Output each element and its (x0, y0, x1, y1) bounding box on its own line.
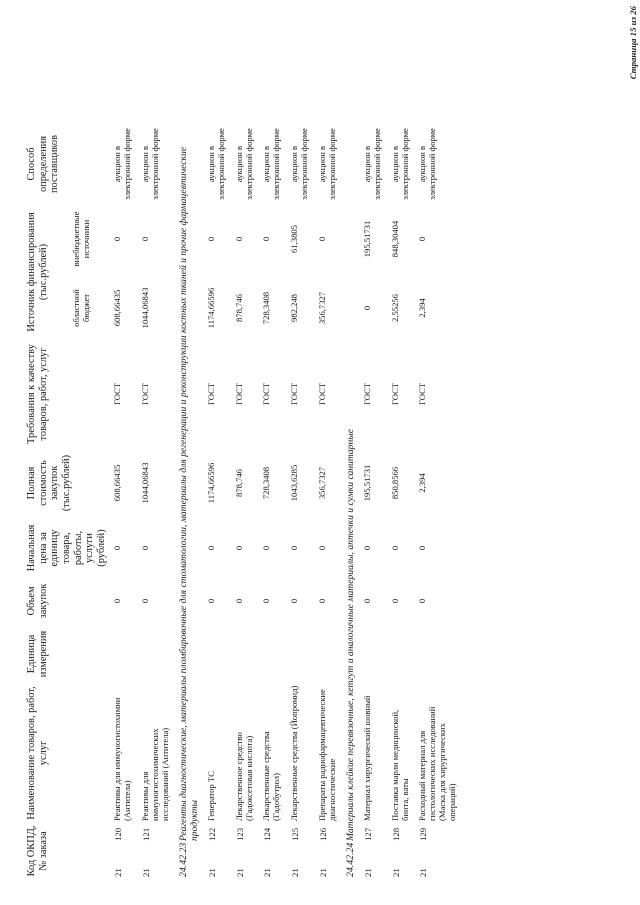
cell-code: 21 (317, 868, 328, 877)
cell-price: 0 (112, 545, 123, 551)
cell-requirements: ГОСТ (140, 382, 151, 406)
procurement-table (24, 27, 462, 879)
cell-requirements: ГОСТ (361, 382, 372, 406)
cell-method: аукцион в электронной форме (261, 128, 282, 200)
table-row (137, 27, 175, 879)
cell-requirements: ГОСТ (261, 382, 272, 406)
cell-name: Генератор ТС (205, 771, 216, 821)
cell-code: 21 (113, 868, 124, 877)
cell-method: аукцион в электронной форме (289, 128, 310, 200)
header-regional: областной бюджет (71, 289, 91, 327)
cell-regional: 608,66435 (112, 289, 123, 327)
category-code: 24.42.23 (177, 842, 189, 877)
table-row (314, 27, 342, 879)
header-price: Начальная цена за единицу товара, работы, услуги (рублей) (26, 524, 107, 572)
cell-code: 21 (390, 868, 401, 877)
cell-requirements: ГОСТ (389, 382, 400, 406)
header-row (24, 27, 72, 879)
category-text: Реагенты диагностические, материалы пломбировочные для стоматологии, материалы для регенерации и реконструкции костных тканей и прочие фармацевтические продукты (177, 146, 200, 841)
table-row (109, 27, 137, 879)
cell-total: 850,8566 (389, 466, 400, 500)
cell-method: аукцион в электронной форме (389, 128, 410, 200)
cell-total: 1044,06843 (140, 462, 151, 504)
header-funding: Источник финансирования (тыс.рублей) (26, 212, 49, 332)
category-code: 24.42.24 (344, 842, 356, 877)
cell-unit (314, 625, 342, 683)
procurement-table-wrapper (24, 27, 618, 879)
cell-method: аукцион в электронной форме (205, 128, 226, 200)
cell-unit (286, 625, 314, 683)
header-external: внебюджетные источники (71, 211, 91, 267)
header-total: Полная стоимость закупок (тыс.рублей) (26, 454, 72, 512)
cell-code: 21 (418, 868, 429, 877)
cell-external: 0 (140, 236, 151, 242)
cell-pad (258, 27, 286, 125)
cell-price: 0 (289, 545, 300, 551)
cell-requirements: ГОСТ (289, 382, 300, 406)
cell-volume: 0 (233, 598, 244, 604)
cell-external: 0 (316, 236, 327, 242)
cell-order-number: 126 (317, 827, 328, 841)
cell-code: 21 (290, 868, 301, 877)
cell-name: Реактивы для иммуногистохимических исследований (Антитела) (140, 727, 170, 821)
cell-volume: 0 (389, 598, 400, 604)
cell-requirements: ГОСТ (112, 382, 123, 406)
cell-order-number: 121 (141, 827, 152, 841)
cell-regional: 878,746 (233, 294, 244, 322)
cell-total: 195,51731 (361, 464, 372, 502)
cell-method: аукцион в электронной форме (316, 128, 337, 200)
cell-price: 0 (417, 545, 428, 551)
cell-method: аукцион в электронной форме (112, 128, 133, 200)
cell-regional: 982,248 (289, 294, 300, 322)
cell-order-number: 129 (418, 827, 429, 841)
cell-name: Поставка марли медицинской, бинта, ваты (389, 709, 410, 821)
cell-name: Препараты радиофармацевтические диагностические (316, 689, 337, 821)
cell-regional: 356,7327 (316, 291, 327, 325)
cell-regional: 728,3408 (261, 291, 272, 325)
cell-pad (314, 27, 342, 125)
cell-volume: 0 (417, 598, 428, 604)
table-row (387, 27, 415, 879)
cell-volume: 0 (316, 598, 327, 604)
cell-pad (414, 27, 462, 125)
cell-external: 195,51731 (361, 220, 372, 258)
cell-order-number: 128 (390, 827, 401, 841)
cell-total: 2,394 (417, 473, 428, 493)
table-row (258, 27, 286, 879)
table-row (414, 27, 462, 879)
cell-pad (359, 27, 387, 125)
header-unit: Единица измерения (26, 630, 49, 678)
cell-order-number: 120 (113, 827, 124, 841)
cell-unit (137, 625, 175, 683)
cell-method: аукцион в электронной форме (361, 128, 382, 200)
header-pad (24, 27, 109, 125)
cell-pad (231, 27, 259, 125)
cell-name: Лекарственное средство (Гадоксетовая кислота) (233, 732, 254, 821)
cell-external: 0 (261, 236, 272, 242)
cell-order-number: 125 (290, 827, 301, 841)
cell-volume: 0 (261, 598, 272, 604)
cell-price: 0 (233, 545, 244, 551)
cell-requirements: ГОСТ (417, 382, 428, 406)
cell-regional: 1174,66596 (205, 287, 216, 329)
cell-order-number: 123 (234, 827, 245, 841)
cell-pad (109, 27, 137, 125)
cell-order-number: 124 (262, 827, 273, 841)
header-requirements: Требования к качеству товаров, работ, услуг (26, 344, 49, 444)
cell-unit (359, 625, 387, 683)
cell-method: аукцион в электронной форме (417, 128, 438, 200)
cell-regional: 2,55256 (389, 294, 400, 322)
table-row (359, 27, 387, 879)
cell-volume: 0 (112, 598, 123, 604)
table-row (203, 27, 231, 879)
cell-external: 0 (417, 236, 428, 242)
header-method: Способ определения поставщиков (26, 135, 61, 193)
cell-requirements: ГОСТ (316, 382, 327, 406)
cell-order-number: 127 (362, 827, 373, 841)
cell-total: 1043,6285 (289, 464, 300, 502)
cell-requirements: ГОСТ (233, 382, 244, 406)
cell-code: 21 (234, 868, 245, 877)
cell-pad (387, 27, 415, 125)
cell-name: Реактивы для иммуногистохимии (Антитела) (112, 697, 133, 821)
cell-total: 356,7327 (316, 466, 327, 500)
cell-price: 0 (205, 545, 216, 551)
cell-volume: 0 (361, 598, 372, 604)
cell-code: 21 (362, 868, 373, 877)
cell-code: 21 (141, 868, 152, 877)
cell-total: 878,746 (233, 469, 244, 497)
cell-regional: 0 (361, 305, 372, 311)
cell-method: аукцион в электронной форме (140, 128, 161, 200)
cell-unit (231, 625, 259, 683)
table-row (286, 27, 314, 879)
header-okpd: Код ОКПД, № заказа (26, 825, 49, 877)
category-pad (342, 27, 359, 125)
page-footer: Страница 15 из 26 (628, 6, 638, 80)
cell-regional: 1044,06843 (140, 287, 151, 329)
cell-external: 0 (205, 236, 216, 242)
cell-unit (109, 625, 137, 683)
table-row (231, 27, 259, 879)
cell-price: 0 (261, 545, 272, 551)
cell-volume: 0 (205, 598, 216, 604)
cell-method: аукцион в электронной форме (233, 128, 254, 200)
cell-price: 0 (389, 545, 400, 551)
cell-price: 0 (361, 545, 372, 551)
header-volume: Объем закупок (26, 583, 49, 619)
cell-code: 21 (262, 868, 273, 877)
cell-external: 0 (233, 236, 244, 242)
cell-pad (286, 27, 314, 125)
cell-volume: 0 (289, 598, 300, 604)
cell-pad (137, 27, 175, 125)
cell-price: 0 (316, 545, 327, 551)
cell-unit (387, 625, 415, 683)
cell-total: 728,3408 (261, 466, 272, 500)
header-name: Наименование товаров, работ, услуг (26, 686, 49, 820)
cell-price: 0 (140, 545, 151, 551)
category-pad (175, 27, 203, 125)
cell-name: Лекарственные средства (Гадобутрол) (261, 731, 282, 821)
cell-unit (414, 625, 462, 683)
cell-name: Расходный материал для гистологических исследований (Маска для хирургических операций) (417, 706, 458, 821)
cell-code: 21 (206, 868, 217, 877)
cell-external: 61,3805 (289, 225, 300, 253)
cell-name: Лекарственные средства (Йопромид) (289, 685, 300, 821)
cell-requirements: ГОСТ (205, 382, 216, 406)
cell-volume: 0 (140, 598, 151, 604)
cell-regional: 2,394 (417, 298, 428, 318)
table-body (109, 27, 461, 879)
category-row (175, 27, 203, 879)
category-row (342, 27, 359, 879)
cell-unit (203, 625, 231, 683)
cell-name: Материал хирургический шовный (361, 695, 372, 821)
cell-external: 0 (112, 236, 123, 242)
category-text: Материалы клейкие перевязочные, кетгут и аналогичные материалы, аптечки и сумки санитарные (344, 429, 356, 841)
cell-unit (258, 625, 286, 683)
cell-external: 848,30404 (389, 220, 400, 258)
cell-total: 1174,66596 (205, 462, 216, 504)
cell-total: 608,66435 (112, 464, 123, 502)
cell-order-number: 122 (206, 827, 217, 841)
cell-pad (203, 27, 231, 125)
